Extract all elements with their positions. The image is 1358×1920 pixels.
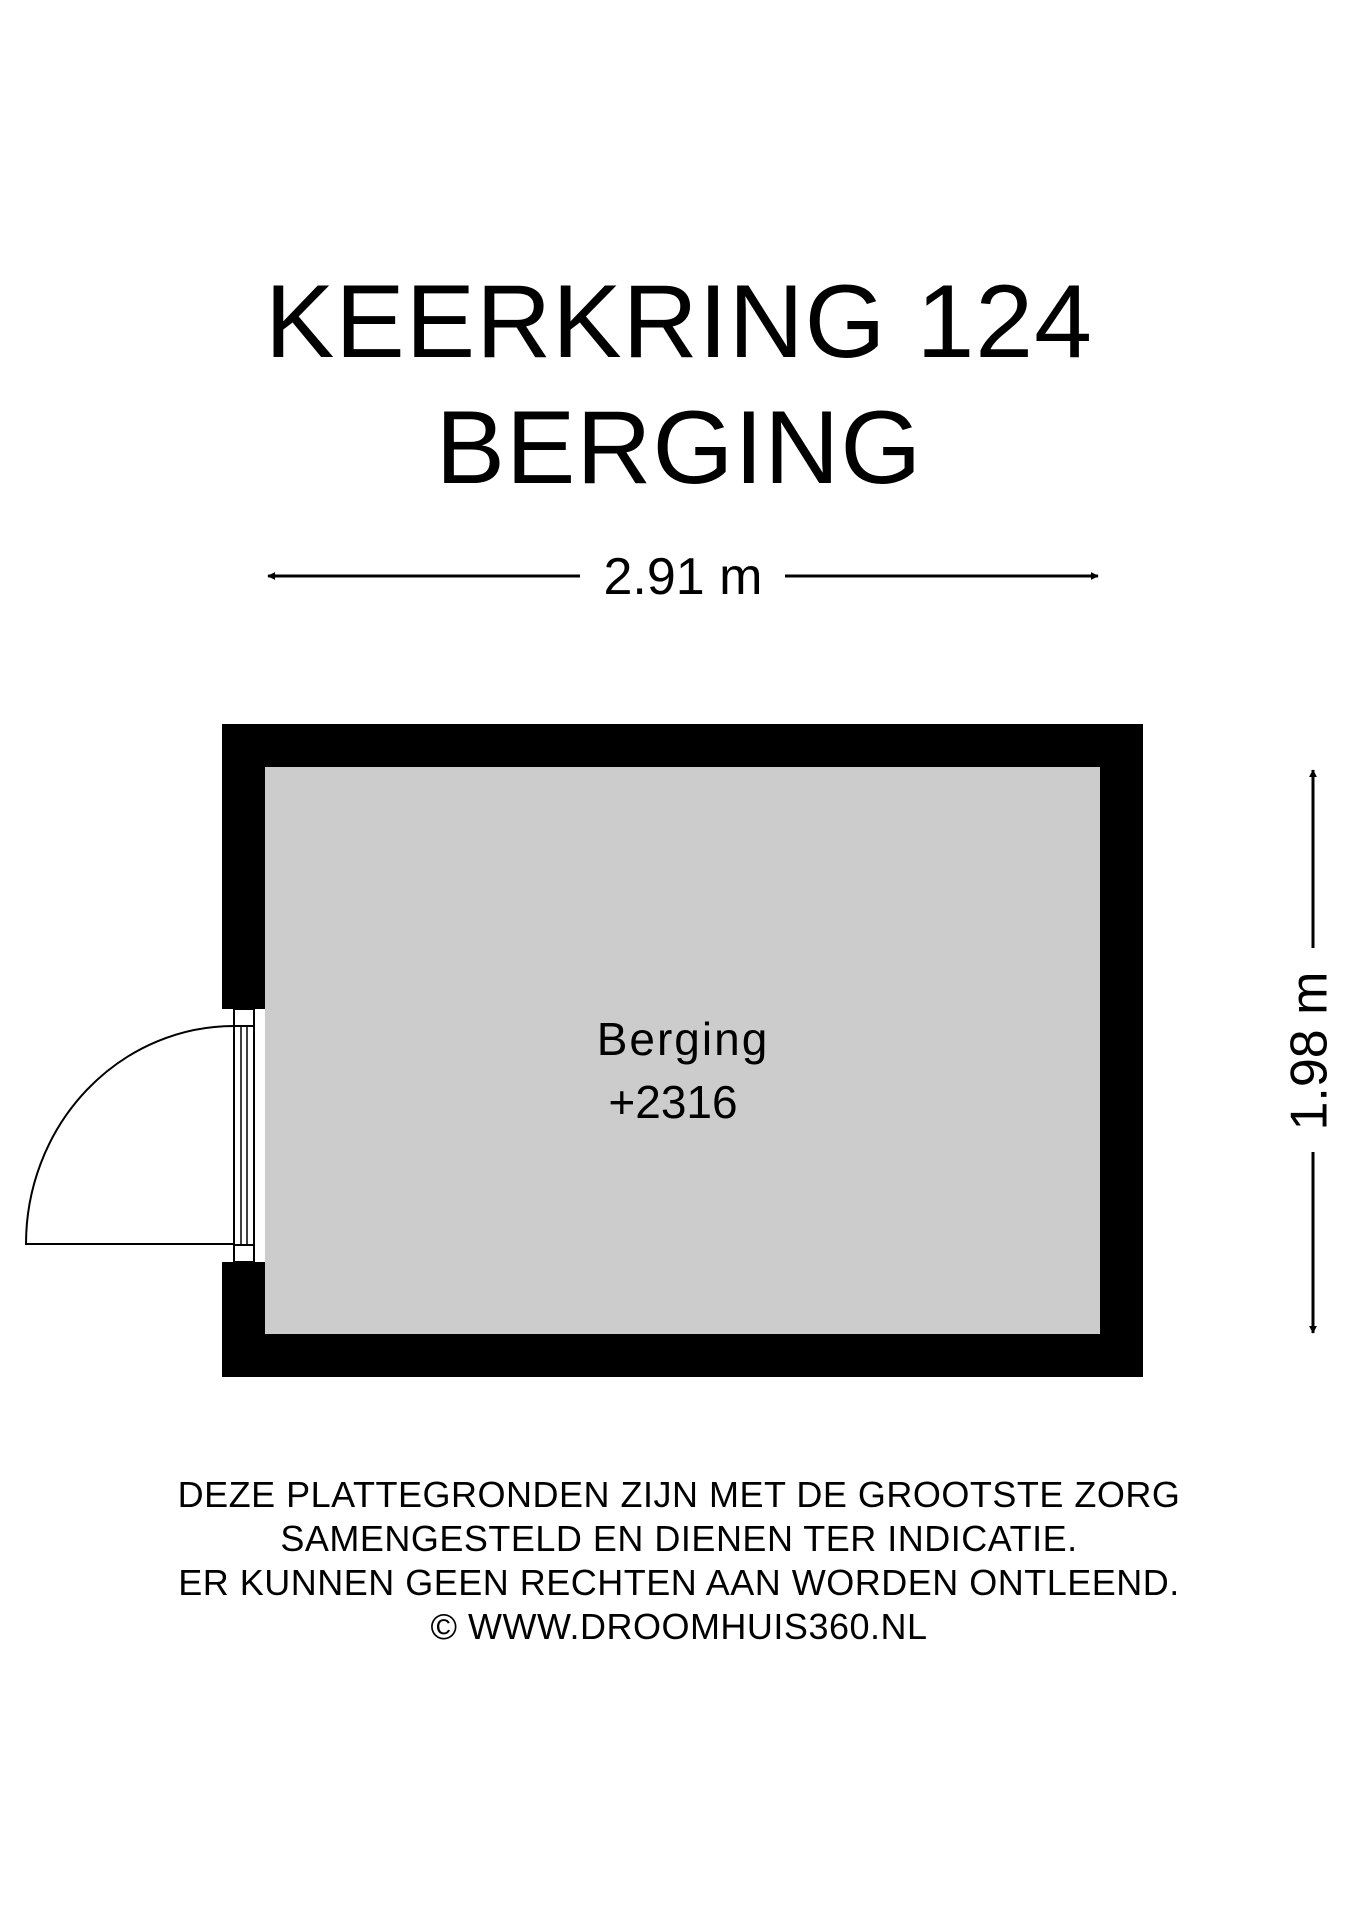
wall-top xyxy=(222,724,1143,767)
disclaimer xyxy=(0,1473,1358,1649)
door xyxy=(26,1009,254,1262)
wall-left-lower xyxy=(222,1262,265,1377)
disclaimer-line-3: ER KUNNEN GEEN RECHTEN AAN WORDEN ONTLEEND. xyxy=(178,1562,1180,1603)
width-label: 2.91 m xyxy=(603,548,763,606)
disclaimer-line-1: DEZE PLATTEGRONDEN ZIJN MET DE GROOTSTE ZORG xyxy=(177,1474,1181,1515)
plan-title-address: KEERKRING 124 xyxy=(265,264,1093,380)
wall-right xyxy=(1100,724,1143,1377)
disclaimer-line-4: © WWW.DROOMHUIS360.NL xyxy=(430,1606,928,1647)
door-frame xyxy=(234,1009,254,1262)
disclaimer-line-2: SAMENGESTELD EN DIENEN TER INDICATIE. xyxy=(280,1518,1078,1559)
plan-title-room: BERGING xyxy=(435,390,923,506)
room-name: Berging xyxy=(596,1013,770,1065)
width-dimension xyxy=(268,548,1098,606)
height-label: 1.98 m xyxy=(1280,971,1339,1131)
wall-left-upper xyxy=(222,724,265,1009)
door-swing-arc xyxy=(26,1026,234,1244)
room-level: +2316 xyxy=(608,1076,738,1128)
height-dimension xyxy=(1281,770,1339,1333)
wall-bottom xyxy=(222,1334,1143,1377)
